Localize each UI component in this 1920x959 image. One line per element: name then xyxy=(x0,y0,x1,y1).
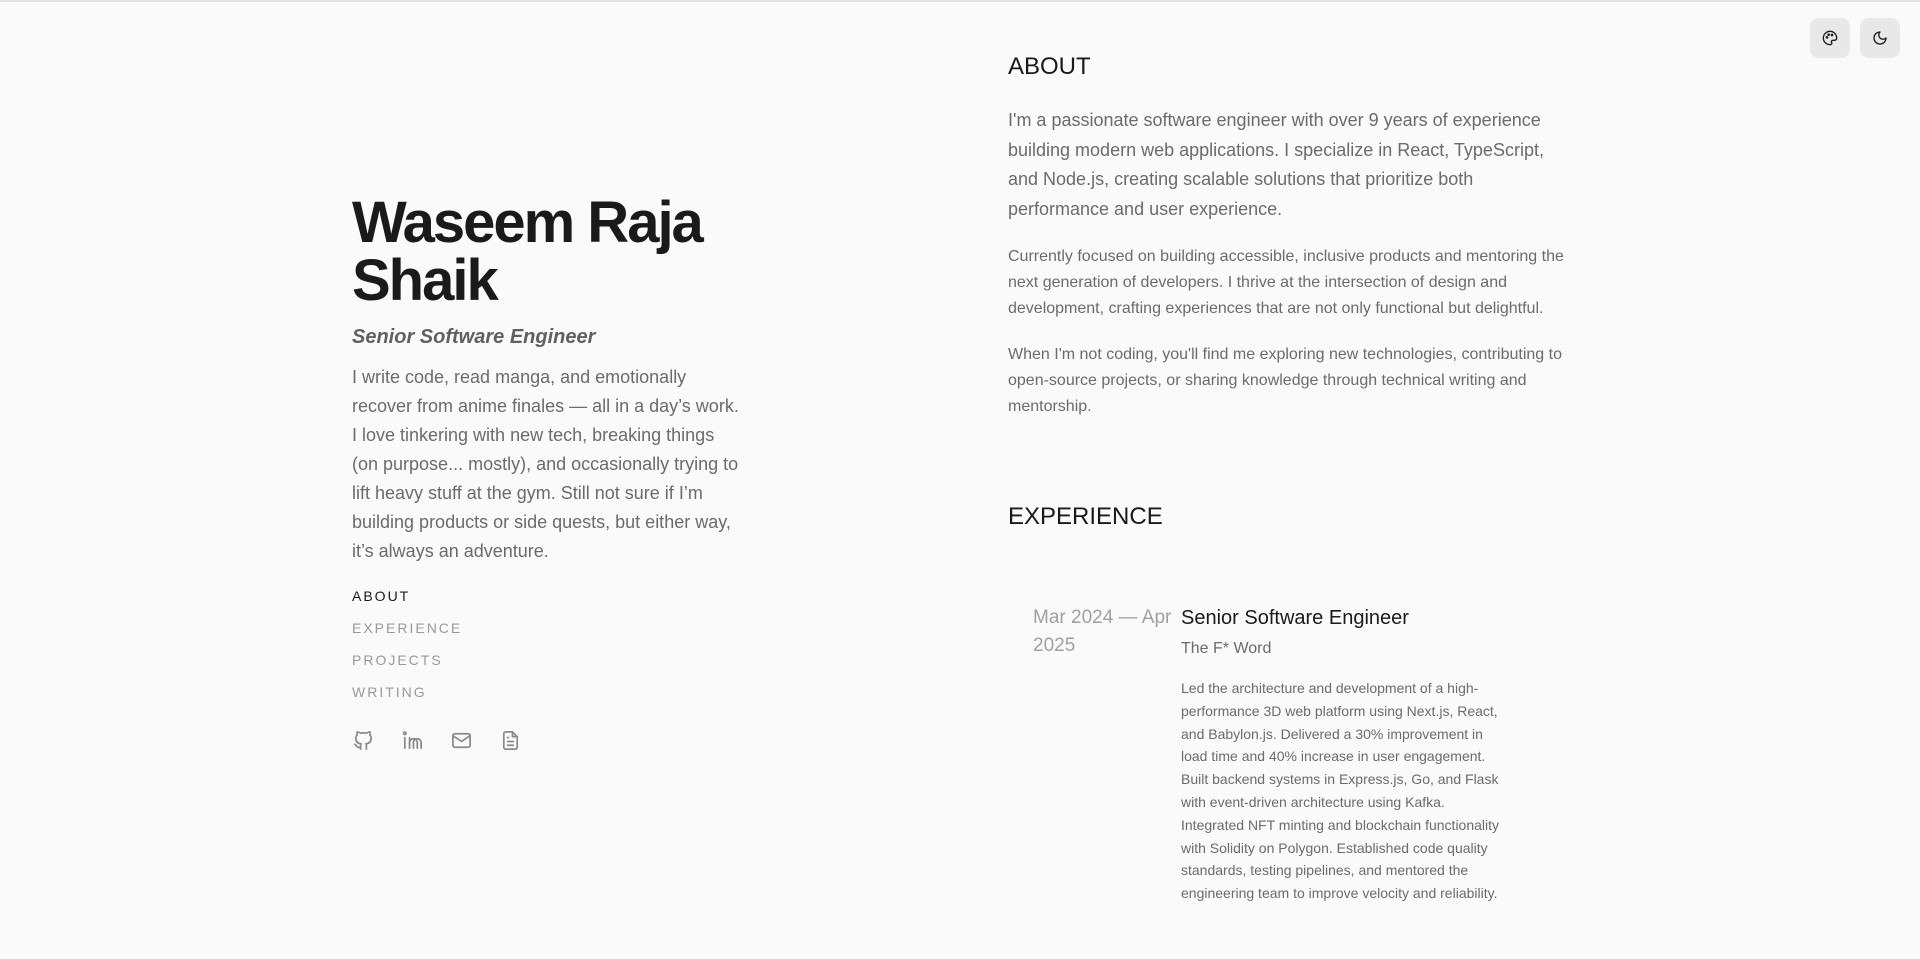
about-section xyxy=(1008,52,1568,420)
nav-item-writing[interactable]: WRITING xyxy=(352,684,427,700)
job-title: Senior Software Engineer xyxy=(1181,607,1409,629)
profile-role: Senior Software Engineer xyxy=(352,326,596,348)
nav-item-projects[interactable]: PROJECTS xyxy=(352,652,443,668)
dark-mode-toggle[interactable] xyxy=(1860,18,1900,58)
email-link[interactable] xyxy=(450,729,473,752)
social-links xyxy=(352,729,752,752)
job-description: Led the architecture and development of a high-performance 3D web platform using Next.js, React, and Babylon.js. Delivered a 30% improvement in load time and 40% increase in user engagement. Built backend systems in Express.js, Go, and Flask with event-driven architecture using Kafka. Integrated NFT minting and blockchain functionality with Solidity on Polygon. Established code quality standards, testing pipelines, and mentored the engineering team to improve velocity and reliability. xyxy=(1181,680,1500,902)
moon-icon xyxy=(1872,30,1888,46)
linkedin-icon xyxy=(401,729,424,752)
profile-name: Waseem Raja Shaik xyxy=(352,190,702,313)
profile-column xyxy=(352,190,752,752)
theme-palette-button[interactable] xyxy=(1810,18,1850,58)
job-company: The F* Word xyxy=(1181,640,1272,657)
linkedin-link[interactable] xyxy=(401,729,424,752)
section-nav xyxy=(352,588,752,701)
about-paragraph: When I'm not coding, you'll find me exploring new technologies, contributing to open-source projects, or sharing knowledge through technical writing and mentorship. xyxy=(1008,346,1562,415)
experience-item[interactable] xyxy=(1008,604,1568,905)
about-heading: ABOUT xyxy=(1008,53,1091,80)
github-icon xyxy=(352,729,375,752)
job-details xyxy=(1181,604,1511,905)
job-date: Mar 2024 — Apr 2025 xyxy=(1033,607,1172,656)
top-controls xyxy=(1810,18,1900,58)
github-link[interactable] xyxy=(352,729,375,752)
about-paragraph: I'm a passionate software engineer with over 9 years of experience building modern web applications. I specialize in React, TypeScript, and Node.js, creating scalable solutions that prioritize both performance and user experience. xyxy=(1008,110,1544,219)
experience-heading: EXPERIENCE xyxy=(1008,503,1163,530)
profile-bio: I write code, read manga, and emotionally recover from anime finales — all in a day’s work. I love tinkering with new tech, breaking things (on purpose... mostly), and occasionally trying to lift heavy stuff at the gym. Still not sure if I’m building products or side quests, but either way, it’s always an adventure. xyxy=(352,367,739,561)
resume-link[interactable] xyxy=(499,729,522,752)
content-column xyxy=(1008,52,1568,905)
nav-item-experience[interactable]: EXPERIENCE xyxy=(352,620,463,636)
top-border xyxy=(0,0,1920,2)
palette-icon xyxy=(1822,30,1838,46)
mail-icon xyxy=(450,729,473,752)
experience-section xyxy=(1008,502,1568,905)
about-paragraph: Currently focused on building accessible, inclusive products and mentoring the next generation of developers. I thrive at the intersection of design and development, crafting experiences that are not only functional but delightful. xyxy=(1008,248,1564,317)
resume-icon xyxy=(499,729,522,752)
nav-item-about[interactable]: ABOUT xyxy=(352,588,411,604)
